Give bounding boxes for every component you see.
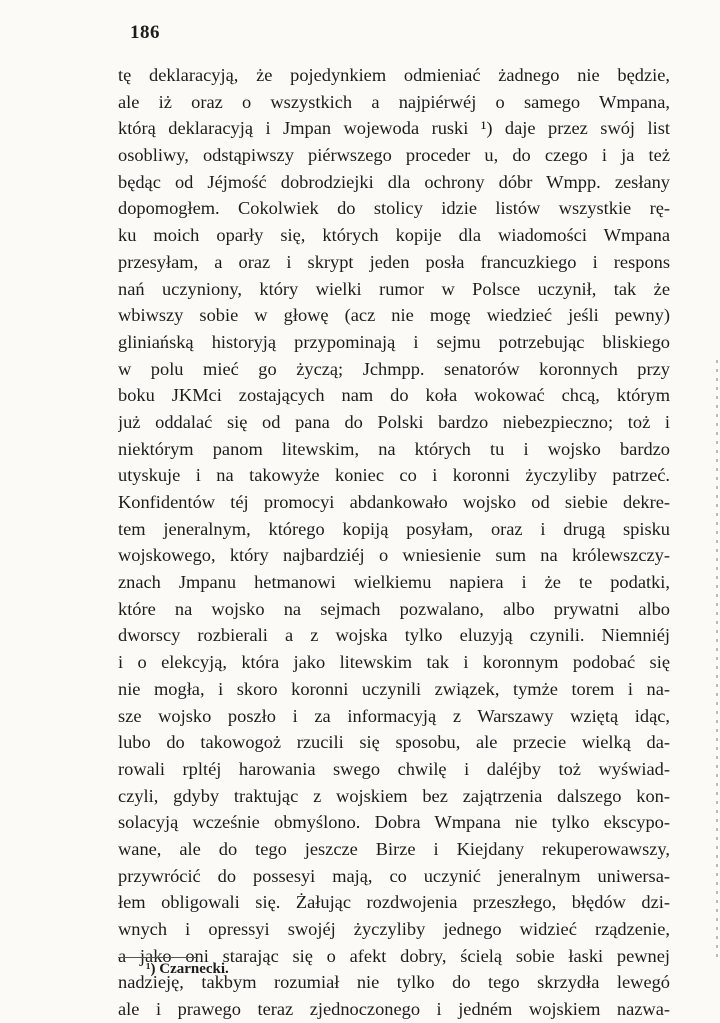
text-line: ale i prawego teraz zjednoczonego i jedném wojskiem nazwa- [118,999,670,1020]
text-line: i o elekcyją, która jako litewskim tak i koronnym podobać się [118,652,670,673]
text-line: utyskuje i na takowyże koniec co i koronni życzyliby patrzeć. [118,465,670,486]
text-line: wane, ale do tego jeszcze Birze i Kiejdany rekuperowawszy, [118,838,670,859]
text-line: lubo do takowogoż rzucili się sposobu, ale przecie wielką da- [118,732,670,753]
text-line: dworscy rozbierali a z wojska tylko eluzyją czynili. Niemniéj [118,625,670,646]
page-number: 186 [130,22,160,43]
text-line: wojskowego, który najbardziéj o wniesienie sum na królewszczy- [118,545,670,566]
text-line: w polu mieć go życzą; Jchmpp. senatorów koronnych przy [118,358,670,379]
text-line: tę deklaracyją, że pojedynkiem odmieniać żadnego nie będzie, [118,65,670,85]
text-line: łem obligowali się. Żałując rozdwojenia przeszłego, błędów dzi- [118,892,670,913]
text-line: wnych i opressyi swojéj życzyliby jednego widzieć rządzenie, [118,919,670,939]
text-line: przesyłam, a oraz i skrypt jeden posła francuzkiego i respons [118,251,670,272]
text-line: boku JKMci zostających nam do koła wokować chcą, którym [118,385,670,406]
text-line: rowali rpltéj harowania swego chwilę i daléjby toż wyświad- [118,758,670,779]
text-line: ale iż oraz o wszystkich a najpiérwéj o samego Wmpana, [118,91,670,112]
text-line: przywrócić do possesyi mają, co uczynić jeneralnym uniwersa- [118,865,670,886]
text-line: ku moich oparły się, których kopije dla wiadomości Wmpana [118,225,670,246]
text-line: które na wojsko na sejmach pozwalano, albo prywatni albo [118,598,670,619]
text-line: a jako oni starając się o afekt dobry, ścielą sobie łaski pewnej [118,945,670,966]
text-line: czyli, gdyby traktując z wojskiem bez zajątrzenia dalszego kon- [118,785,670,806]
text-line: osobliwy, odstąpiwszy piérwszego proceder u, do czego i ja też [118,145,670,166]
text-line: nań uczyniony, który wielki rumor w Polsce uczynił, tak że [118,278,670,299]
text-line: już oddalać się od pana do Polski bardzo niebezpieczno; toż i [118,411,670,432]
text-line: nie mogła, i skoro koronni uczynili związek, tymże torem i na- [118,678,670,699]
body-text [118,62,670,1023]
text-line: nadzieję, takbym rozumiał nie tylko do tego skrzydła lewegó [118,972,670,993]
text-line: gliniańską historyją przypominają i sejmu potrzebując bliskiego [118,331,670,352]
text-line: będąc od Jéjmość dobrodziejki dla ochrony dóbr Wmpp. zesłany [118,171,670,192]
text-line: niektórym panom litewskim, na których tu i wojsko bardzo [118,438,670,459]
text-line: Konfidentów téj promocyi abdankowało wojsko od siebie dekre- [118,492,670,512]
text-line: wbiwszy sobie w głowę (acz nie mogę wiedzieć jeśli pewny) [118,305,670,326]
text-line: solacyją wcześnie obmyślono. Dobra Wmpana nie tylko ekscypo- [118,812,670,833]
text-line: tem jeneralnym, którego kopiją posyłam, oraz i drugą spisku [118,518,670,539]
text-line: znach Jmpanu hetmanowi wielkiemu napiera i że te podatki, [118,572,670,593]
page-edge-mark [716,360,718,960]
text-line: którą deklaracyją i Jmpan wojewoda ruski ¹) daje przez swój list [118,118,670,139]
text-line: dopomogłem. Cokolwiek do stolicy idzie listów wszystkie rę- [118,198,670,219]
footnote: ¹) Czarnecki. [146,961,229,977]
text-line: sze wojsko poszło i za informacyją z Warszawy wziętą idąc, [118,705,670,726]
